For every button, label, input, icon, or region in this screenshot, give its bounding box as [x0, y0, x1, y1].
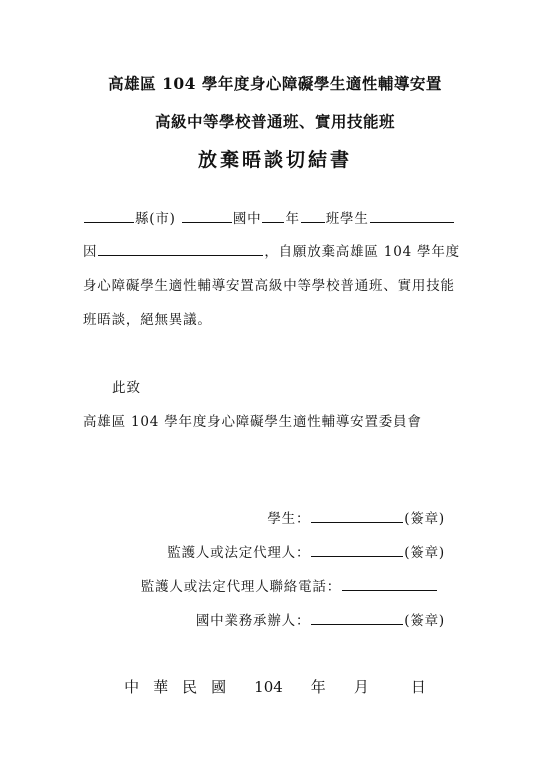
date-line — [0, 676, 550, 697]
student-seal: (簽章) — [404, 511, 445, 527]
school-blank[interactable] — [182, 209, 232, 223]
school-suffix: 國中 — [232, 211, 262, 227]
student-signature-blank[interactable] — [311, 509, 403, 523]
title-line-1: 高雄區 104 學年度身心障礙學生適性輔導安置 — [108, 74, 442, 93]
school-officer-seal: (簽章) — [404, 613, 445, 629]
class-suffix: 班學生 — [325, 211, 369, 227]
reason-line — [83, 240, 483, 260]
student-info-line — [83, 207, 483, 227]
guardian-phone-blank[interactable] — [342, 577, 437, 591]
grade-blank[interactable] — [262, 209, 284, 223]
date-month-unit: 月 — [353, 678, 369, 696]
date-year: 104 — [254, 678, 283, 696]
class-blank[interactable] — [301, 209, 325, 223]
grade-suffix: 年 — [285, 211, 300, 227]
title-line-2: 高級中等學校普通班、實用技能班 — [154, 112, 395, 131]
waiver-text-3: 班晤談，絕無異議。 — [83, 312, 212, 328]
student-signature-row — [267, 507, 445, 527]
date-era: 中華民國 — [124, 678, 241, 696]
guardian-seal: (簽章) — [404, 545, 445, 561]
waiver-text-1: ，自願放棄高雄區 104 學年度 — [264, 244, 460, 260]
reason-blank[interactable] — [98, 242, 263, 256]
student-label: 學生： — [267, 511, 311, 527]
guardian-signature-blank[interactable] — [311, 543, 403, 557]
guardian-label: 監護人或法定代理人： — [167, 545, 311, 561]
student-name-blank[interactable] — [370, 209, 454, 223]
school-officer-signature-row — [196, 609, 445, 629]
guardian-phone-label: 監護人或法定代理人聯絡電話： — [140, 579, 341, 595]
salutation: 此致 — [112, 380, 141, 396]
county-suffix: 縣(市) — [135, 211, 176, 227]
date-year-unit: 年 — [310, 678, 326, 696]
guardian-signature-row — [167, 541, 445, 561]
date-day-unit: 日 — [410, 678, 426, 696]
waiver-text-2: 身心障礙學生適性輔導安置高級中等學校普通班、實用技能 — [83, 278, 455, 294]
reason-prefix: 因 — [83, 244, 98, 260]
document-title: 放棄晤談切結書 — [197, 149, 352, 171]
school-officer-signature-blank[interactable] — [311, 611, 403, 625]
school-officer-label: 國中業務承辦人： — [195, 613, 311, 629]
county-blank[interactable] — [84, 209, 134, 223]
committee-name: 高雄區 104 學年度身心障礙學生適性輔導安置委員會 — [83, 414, 422, 430]
guardian-phone-row — [141, 575, 438, 595]
